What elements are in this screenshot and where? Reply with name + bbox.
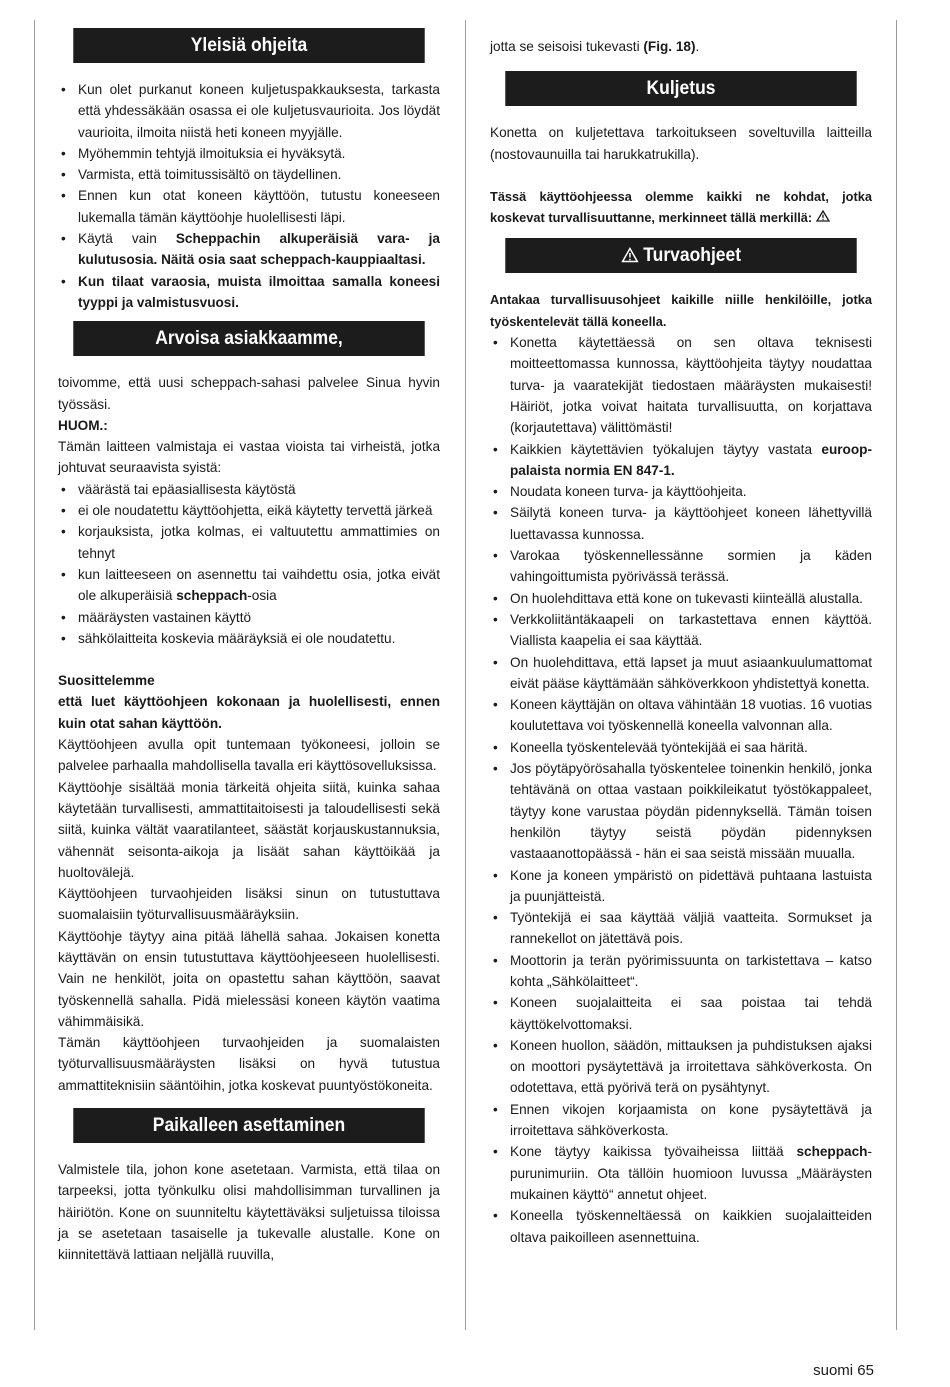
customer-intro: toivomme, että uusi scheppach-sahasi palvelee Sinua hyvin työssäsi. [58, 375, 440, 412]
warning-triangle-icon [816, 207, 830, 228]
warning-triangle-icon [621, 238, 638, 273]
general-list [58, 79, 440, 313]
list-item: • Koneella työskenneltäessä on kaikkien suojalaitteiden oltava paikoilleen asennettuina. [490, 1205, 872, 1248]
heading-customer: Arvoisa asiakkaamme, [73, 321, 424, 356]
list-item: • Työntekijä ei saa käyttää väljiä vaatteita. Sormukset ja rannekellot on jätettävä pois. [490, 907, 872, 950]
transport-text: Konetta on kuljetettava tarkoitukseen soveltuvilla laitteilla (nostovaunuilla tai harukkatrukilla). [490, 125, 872, 162]
list-item: • Ennen kun otat koneen käyttöön, tutustu koneeseen lukemalla tämän käyttöohje huolellisesti läpi. [58, 185, 440, 228]
continuation-text: jotta se seisoisi tukevasti (Fig. 18). [490, 39, 700, 54]
list-item: • Konetta käytettäessä on sen oltava teknisesti moitteettomassa kunnossa, käyttöohjeita täytyy noudattaa turva- ja vaaratekijät tiedostaen määräysten mukaisesti! Häiriöt, jotka voivat haitata turvallisuutta, on korjattava (korjautettava) välittömästi! [490, 332, 872, 438]
paragraph: Tämän käyttöohjeen turvaohjeiden ja suomalaisten työturvallisuusmääräysten lisäksi on hyvä tutustua ammattiteknisiin sääntöihin, jotka koskevat puuntyöstökoneita. [58, 1035, 440, 1093]
left-margin-rule [34, 20, 35, 1330]
list-item: • ei ole noudatettu käyttöohjetta, eikä käytetty tervettä järkeä [58, 500, 440, 521]
list-item: • Varokaa työskennellessänne sormien ja käden vahingoittumista pyörivässä terässä. [490, 545, 872, 588]
list-item: • Ennen vikojen korjaamista on kone pysäytettävä ja irroitettava sähköverkosta. [490, 1099, 872, 1142]
list-item: • Kun olet purkanut koneen kuljetuspakkauksesta, tarkasta että yhdessäkään osassa ei ole kuljetusvaurioita. Jos löydät vaurioita, ilmoita niistä heti koneen myyjälle. [58, 79, 440, 143]
paragraph: Käyttöohje täytyy aina pitää lähellä sahaa. Jokaisen konetta käyttävän on ensin tutustuttava käyttöohjeeseen huolellisesti. Vain ne henkilöt, joita on opastettu sahan käyttöön, saavat työskennellä sahalla. Pidä mielessäsi koneen käytön vaatima vähimmäisikä. [58, 928, 440, 1029]
center-column-rule [465, 20, 466, 1330]
list-item: • Kaikkien käytettävien työkalujen täytyy vastata euroop-palaista normia EN 847-1. [490, 439, 872, 482]
right-column [490, 36, 872, 1248]
section-placement [58, 1108, 440, 1265]
recommend-label: Suosittelemme [58, 673, 155, 689]
paragraph: Käyttöohjeen avulla opit tuntemaan työkoneesi, jolloin se palvelee parhaalla mahdollisella tavalla eri käyttösovelluksissa. [58, 737, 440, 774]
right-margin-rule [896, 20, 897, 1330]
heading-transport: Kuljetus [505, 71, 856, 106]
section-customer [58, 321, 440, 1096]
list-item: • Koneen huollon, säädön, mittauksen ja puhdistuksen ajaksi on moottori pysäytettävä ja irroitettava sähköverkosta. On odotettava, että pyörivä terä on pysähtynyt. [490, 1035, 872, 1099]
list-item: • On huolehdittava, että lapset ja muut asiaankuulumattomat eivät pääse käyttämään sähköverkkoon yhdistettyä konetta. [490, 652, 872, 695]
list-item: • Kone ja koneen ympäristö on pidettävä puhtaana lastuista ja puunjätteistä. [490, 865, 872, 908]
section-transport [490, 71, 872, 228]
list-item: • määräysten vastainen käyttö [58, 607, 440, 628]
heading-placement: Paikalleen asettaminen [73, 1108, 424, 1143]
safety-list [490, 332, 872, 1248]
page-number: suomi 65 [813, 1362, 874, 1379]
section-general [58, 28, 440, 313]
safety-symbol-note: Tässä käyttöohjeessa olemme kaikki ne kohdat, jotka koskevat turvallisuuttanne, merkinneet tällä merkillä: [490, 186, 872, 229]
list-item: • Myöhemmin tehtyjä ilmoituksia ei hyväksytä. [58, 143, 440, 164]
heading-general: Yleisiä ohjeita [73, 28, 424, 63]
list-item: • On huolehdittava että kone on tukevasti kiinteällä alustalla. [490, 588, 872, 609]
list-item: • Jos pöytäpyörösahalla työskentelee toinenkin henkilö, jonka tehtävänä on ottaa vastaan poikkileikatut työstökappaleet, täytyy kone varustaa pöydän pidennyksellä. Tämän toisen henkilön täytyy seistä pöydän pidennyksen vastaaanottopäässä - hän ei saa seistä missään muualla. [490, 758, 872, 864]
list-item: • Koneella työskentelevää työntekijää ei saa häritä. [490, 737, 872, 758]
list-item: • Koneen suojalaitteita ei saa poistaa tai tehdä käyttökelvottomaksi. [490, 992, 872, 1035]
list-item: • Verkkoliitäntäkaapeli on tarkastettava ennen käyttöä. Viallista kaapelia ei saa käyttää. [490, 609, 872, 652]
note-text: Tämän laitteen valmistaja ei vastaa vioista tai virheistä, jotka johtuvat seuraavista syistä: [58, 439, 440, 476]
recommend-text: että luet käyttöohjeen kokonaan ja huolellisesti, ennen kuin otat sahan käyttöön. [58, 694, 440, 731]
list-item: • Käytä vain Scheppachin alkuperäisiä vara- ja kulutusosia. Näitä osia saat scheppach-kauppiaaltasi. [58, 228, 440, 271]
list-item: • kun laitteeseen on asennettu tai vaihdettu osia, jotka eivät ole alkuperäisiä scheppach-osia [58, 564, 440, 607]
liability-list [58, 479, 440, 649]
list-item: • väärästä tai epäasiallisesta käytöstä [58, 479, 440, 500]
list-item: • Kun tilaat varaosia, muista ilmoittaa samalla koneesi tyyppi ja valmistusvuosi. [58, 271, 440, 314]
heading-safety: Turvaohjeet [505, 238, 856, 273]
section-safety [490, 238, 872, 1247]
safety-intro: Antakaa turvallisuusohjeet kaikille niille henkilöille, jotka työskentelevät tällä koneella. [490, 292, 872, 329]
list-item: • Moottorin ja terän pyörimissuunta on tarkistettava – katso kohta „Sähkölaitteet“. [490, 950, 872, 993]
placement-text: Valmistele tila, johon kone asetetaan. Varmista, että tilaa on tarpeeksi, jotta työnkulku olisi mahdollisimman turvallinen ja häiriötön. Kone on suunniteltu käytettäväksi suljetuissa tiloissa ja se asetetaan tasaiselle ja tukevalle alustalle. Kone on kiinnitettävä lattiaan neljällä ruuvilla, [58, 1162, 440, 1263]
list-item: • korjauksista, jotka kolmas, ei valtuutettu ammattimies on tehnyt [58, 521, 440, 564]
list-item: • Koneen käyttäjän on oltava vähintään 18 vuotias. 16 vuotias koulutettava voi työskennellä koneella valvonnan alla. [490, 694, 872, 737]
paragraph: Käyttöohjeen turvaohjeiden lisäksi sinun on tutustuttava suomalaisiin työturvallisuusmääräyksiin. [58, 886, 440, 923]
list-item: • Säilytä koneen turva- ja käyttöohjeet koneen lähettyvillä luettavassa kunnossa. [490, 502, 872, 545]
note-label: HUOM.: [58, 417, 108, 433]
list-item: • sähkölaitteita koskevia määräyksiä ei ole noudatettu. [58, 628, 440, 649]
list-item: • Varmista, että toimitussisältö on täydellinen. [58, 164, 440, 185]
list-item: • Noudata koneen turva- ja käyttöohjeita. [490, 481, 872, 502]
left-column [58, 28, 440, 1266]
paragraph: Käyttöohje sisältää monia tärkeitä ohjeita siitä, kuinka sahaa käytetään turvallisesti, ammattitaitoisesti ja taloudellisesti sekä siitä, kuinka vältät vaaratilanteet, säästät korjauskustannuksia, vähennät seisonta-aikoja ja lisäät sahan käyttöikää ja huoltovälejä. [58, 779, 440, 880]
list-item: • Kone täytyy kaikissa työvaiheissa liittää scheppach-purunimuriin. Ota tällöin huomioon luvussa „Määräysten mukainen käyttö“ annetut ohjeet. [490, 1141, 872, 1205]
